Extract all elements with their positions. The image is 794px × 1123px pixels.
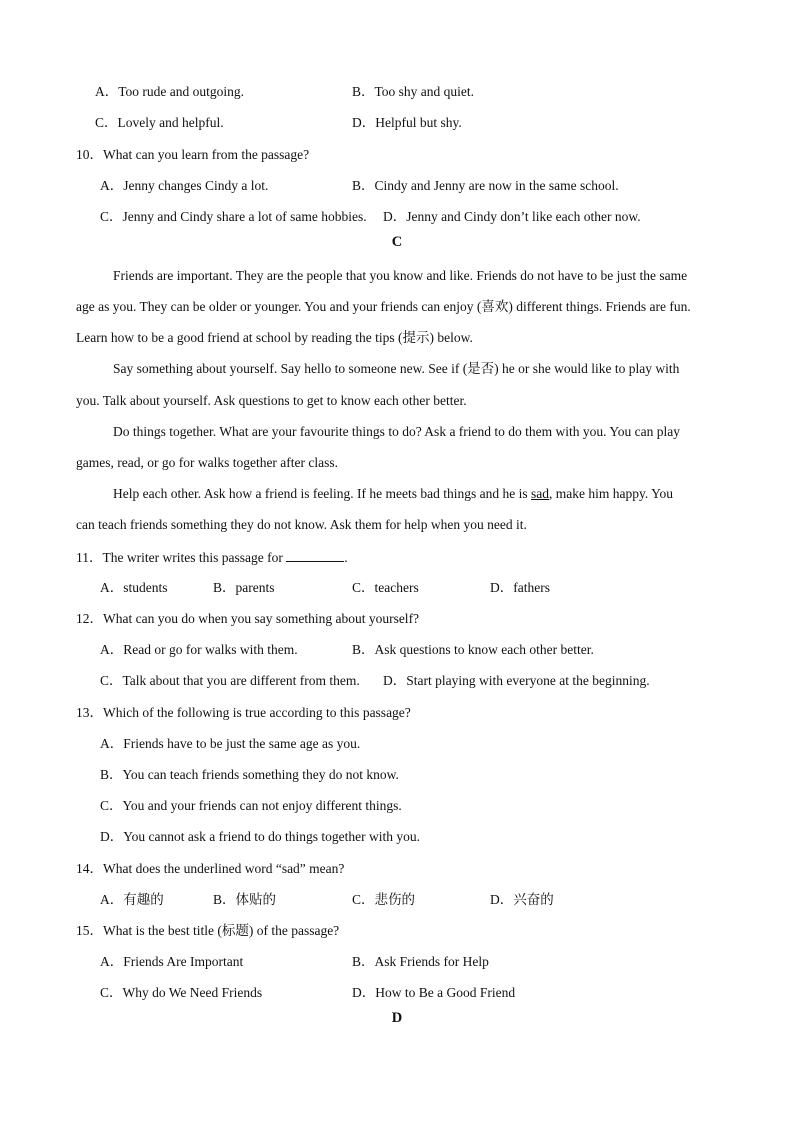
q9-option-b: B．Too shy and quiet.: [352, 84, 475, 99]
q12-stem: 12．What can you do when you say something about yourself?: [76, 611, 420, 626]
q11-option-c: C．teachers: [352, 580, 419, 595]
q10-option-c: C．Jenny and Cindy share a lot of same hobbies.: [100, 209, 367, 224]
q13-option-c: C．You and your friends can not enjoy different things.: [100, 798, 402, 813]
passage-p4-text-start: Help each other. Ask how a friend is feeling. If he meets bad things and he is: [113, 486, 532, 501]
underlined-word-sad: sad: [531, 486, 550, 501]
q12-option-b: B．Ask questions to know each other better.: [352, 642, 594, 657]
q14-option-a: A．有趣的: [100, 892, 164, 907]
q11-stem: [76, 549, 348, 566]
passage-p3-line1: Do things together. What are your favourite things to do? Ask a friend to do them with you. You can play: [113, 424, 681, 439]
q15-option-a: A．Friends Are Important: [100, 954, 244, 969]
q11-stem-end: .: [344, 550, 348, 565]
q10-stem: 10．What can you learn from the passage?: [76, 147, 310, 162]
passage-p1-line3: Learn how to be a good friend at school by reading the tips (提示) below.: [76, 330, 473, 345]
passage-p1-line2: age as you. They can be older or younger. You and your friends can enjoy (喜欢) different things. Friends are fun.: [76, 299, 691, 314]
q12-option-a: A．Read or go for walks with them.: [100, 642, 298, 657]
q11-option-a: A．students: [100, 580, 168, 595]
answer-blank: [286, 549, 344, 562]
passage-p2-line1: Say something about yourself. Say hello to someone new. See if (是否) he or she would like to play with: [113, 361, 680, 376]
passage-p4-line2: can teach friends something they do not know. Ask them for help when you need it.: [76, 517, 527, 532]
q14-option-d: D．兴奋的: [490, 892, 554, 907]
q14-option-c: C．悲伤的: [352, 892, 416, 907]
q10-option-d: D．Jenny and Cindy don’t like each other now.: [383, 209, 641, 224]
q15-option-d: D．How to Be a Good Friend: [352, 985, 516, 1000]
passage-p4-text-end: , make him happy. You: [549, 486, 674, 501]
q9-option-d: D．Helpful but shy.: [352, 115, 462, 130]
passage-p2-line2: you. Talk about yourself. Ask questions to get to know each other better.: [76, 393, 467, 408]
q12-option-d: D．Start playing with everyone at the beginning.: [383, 673, 650, 688]
passage-p4-line1: [113, 486, 673, 502]
q11-option-b: B．parents: [213, 580, 275, 595]
q13-option-d: D．You cannot ask a friend to do things together with you.: [100, 829, 420, 844]
q10-option-a: A．Jenny changes Cindy a lot.: [100, 178, 269, 193]
q11-option-d: D．fathers: [490, 580, 550, 595]
q14-option-b: B．体贴的: [213, 892, 277, 907]
q9-option-c: C．Lovely and helpful.: [95, 115, 224, 130]
passage-p3-line2: games, read, or go for walks together after class.: [76, 455, 339, 470]
section-d-heading: D: [391, 1010, 403, 1026]
q11-stem-text: 11．The writer writes this passage for: [76, 550, 283, 565]
q13-option-b: B．You can teach friends something they do not know.: [100, 767, 399, 782]
q12-option-c: C．Talk about that you are different from them.: [100, 673, 360, 688]
q9-option-a: A．Too rude and outgoing.: [95, 84, 245, 99]
q13-option-a: A．Friends have to be just the same age as you.: [100, 736, 361, 751]
passage-p1-line1: Friends are important. They are the people that you know and like. Friends do not have to be just the same: [113, 268, 688, 283]
q13-stem: 13．Which of the following is true according to this passage?: [76, 705, 411, 720]
q15-option-b: B．Ask Friends for Help: [352, 954, 489, 969]
q15-option-c: C．Why do We Need Friends: [100, 985, 263, 1000]
section-c-heading: C: [391, 234, 403, 250]
q15-stem: 15．What is the best title (标题) of the passage?: [76, 923, 340, 938]
q14-stem: 14．What does the underlined word “sad” mean?: [76, 861, 345, 876]
q10-option-b: B．Cindy and Jenny are now in the same school.: [352, 178, 619, 193]
